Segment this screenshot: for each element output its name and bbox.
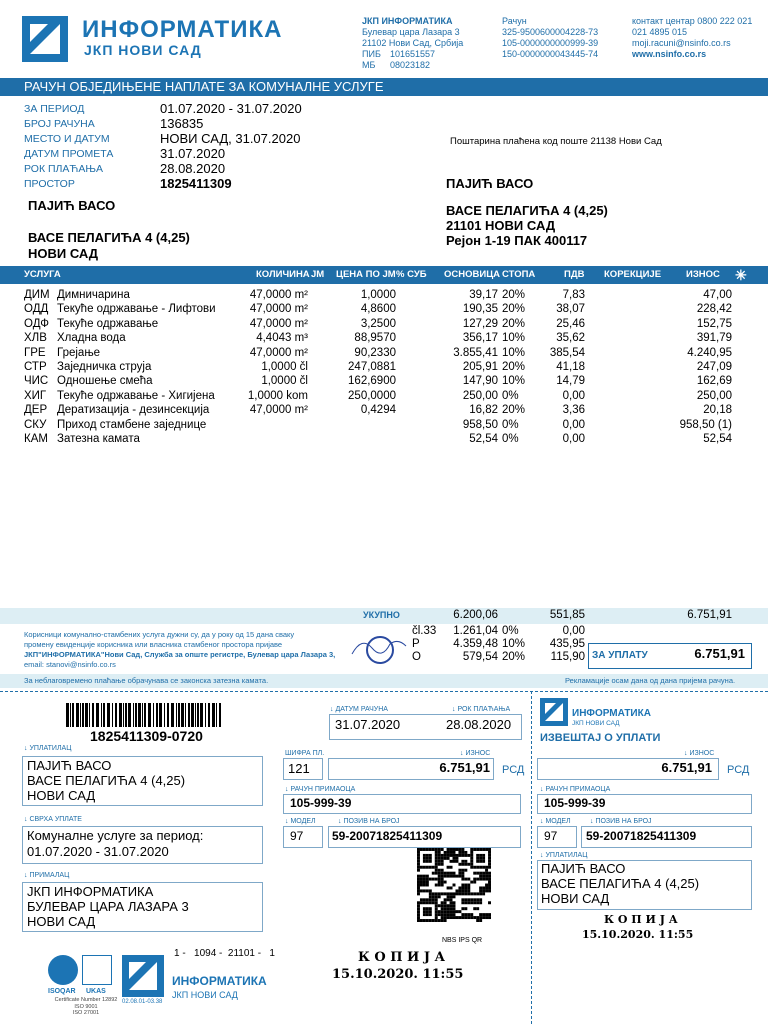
base-amount: 39,17 bbox=[469, 289, 498, 301]
mb-value: 08023182 bbox=[390, 60, 431, 70]
base-amount: 356,17 bbox=[462, 332, 498, 345]
report-logo bbox=[540, 698, 568, 726]
col-header-base: ОСНОВИЦА bbox=[444, 269, 500, 280]
recipient-label-text: ПРИМАЛАЦ bbox=[29, 872, 70, 879]
copy-label: К О П И Ј А bbox=[358, 950, 446, 965]
unit-price: 162,6900 bbox=[348, 375, 396, 388]
vat-rate: 10% bbox=[502, 346, 526, 359]
line-amount: 162,69 bbox=[696, 375, 732, 388]
logo-mark-icon bbox=[122, 955, 164, 997]
recipient-city: 21101 НОВИ САД bbox=[446, 218, 556, 233]
info-values bbox=[160, 101, 302, 191]
vat-amount: 38,07 bbox=[556, 303, 585, 316]
recipient-region: Рејон 1-19 ПАК 400117 bbox=[446, 233, 588, 248]
breakdown-rate: 0% bbox=[502, 625, 519, 637]
title-band bbox=[0, 78, 768, 96]
breakdown-vat: 435,95 bbox=[549, 638, 585, 650]
barcode-text: 1825411309-0720 bbox=[90, 728, 203, 744]
service-name: Грејање bbox=[57, 346, 101, 359]
unit-price: 4,8600 bbox=[360, 303, 396, 316]
contact-website[interactable]: www.nsinfo.co.rs bbox=[632, 49, 707, 59]
breakdown-rate: 10% bbox=[502, 638, 526, 650]
qr-code bbox=[417, 848, 491, 932]
pay-label: ЗА УПЛАТУ bbox=[592, 650, 648, 661]
table-row bbox=[0, 390, 768, 405]
code-value: 121 bbox=[288, 761, 310, 776]
ref-label-text: ПОЗИВ НА БРОЈ bbox=[343, 818, 400, 825]
postage-note: Поштарина плаћена код поште 21138 Нови Сад bbox=[450, 136, 662, 147]
report-model-label: ↓ МОДЕЛ bbox=[540, 818, 571, 825]
line-amount: 250,00 bbox=[696, 389, 732, 402]
base-amount: 3.855,41 bbox=[453, 346, 498, 359]
base-amount: 190,35 bbox=[462, 303, 498, 316]
report-payer-line: ПАЈИЋ ВАСО bbox=[541, 861, 626, 876]
recipient-left bbox=[28, 198, 190, 262]
vat-amount: 385,54 bbox=[549, 346, 585, 359]
table-row bbox=[0, 375, 768, 390]
report-account-value: 105-999-39 bbox=[544, 796, 606, 810]
amount-label: ↓ ИЗНОС bbox=[460, 750, 491, 757]
account-label: ↓ РАЧУН ПРИМАОЦА bbox=[285, 786, 356, 793]
report-currency: РСД bbox=[727, 764, 750, 776]
ref-label: ↓ ПОЗИВ НА БРОЈ bbox=[338, 818, 400, 825]
unit-price: 3,2500 bbox=[360, 317, 396, 330]
vat-amount: 25,46 bbox=[556, 317, 585, 330]
service-code: ОДД bbox=[24, 303, 49, 316]
amount-value: 6.751,91 bbox=[439, 760, 490, 775]
base-amount: 205,91 bbox=[462, 361, 498, 373]
service-code: КАМ bbox=[24, 433, 48, 445]
form-code: 02.08.01-03.38 bbox=[122, 999, 163, 1005]
recipient-right bbox=[446, 176, 608, 248]
accounts-label: Рачун bbox=[502, 16, 527, 26]
report-brand-name: ИНФОРМАТИКА bbox=[572, 708, 651, 719]
quantity: 47,0000 m² bbox=[249, 289, 308, 301]
currency: РСД bbox=[502, 764, 525, 776]
company-address1: Булевар цара Лазара 3 bbox=[362, 27, 460, 37]
contact-email[interactable]: moji.racuni@nsinfo.co.rs bbox=[632, 38, 731, 48]
pib-label: ПИБ bbox=[362, 49, 381, 59]
unit-price: 247,0881 bbox=[348, 361, 396, 373]
vat-amount: 0,00 bbox=[562, 433, 585, 445]
info-value: 136835 bbox=[160, 116, 204, 131]
recipient-city: НОВИ САД bbox=[28, 246, 99, 261]
vat-rate: 20% bbox=[502, 404, 526, 417]
report-payer-label: ↓ УПЛАТИЛАЦ bbox=[540, 852, 588, 859]
vat-rate: 20% bbox=[502, 303, 526, 316]
quantity: 1,0000 čl bbox=[261, 361, 308, 373]
table-row bbox=[0, 361, 768, 376]
breakdown-base: 1.261,04 bbox=[453, 625, 498, 637]
recipient-name: ПАЈИЋ ВАСО bbox=[28, 198, 116, 213]
date-value: 31.07.2020 bbox=[335, 717, 401, 732]
report-payer-lines bbox=[541, 861, 699, 906]
ref-value: 59-20071825411309 bbox=[332, 829, 443, 843]
purpose-label-text: СВРХА УПЛАТЕ bbox=[29, 816, 82, 823]
notice-text bbox=[24, 630, 335, 670]
service-name: Димничарина bbox=[57, 289, 130, 301]
recipient-line: ЈКП ИНФОРМАТИКА bbox=[27, 884, 154, 899]
brand-logo bbox=[22, 16, 68, 62]
totals-label: УКУПНО bbox=[363, 610, 400, 620]
col-header-price: ЦЕНА ПО ЈМ bbox=[336, 269, 396, 280]
footer-brand-name: ИНФОРМАТИКА bbox=[172, 974, 267, 988]
unit-price: 250,0000 bbox=[348, 389, 396, 402]
table-row bbox=[0, 303, 768, 318]
mb-label: МБ bbox=[362, 60, 376, 70]
service-code: ЧИС bbox=[24, 375, 49, 388]
vat-rate: 0% bbox=[502, 389, 519, 402]
company-block bbox=[362, 16, 492, 71]
barcode bbox=[66, 703, 222, 727]
base-amount: 52,54 bbox=[469, 433, 498, 445]
date-label: ↓ ДАТУМ РАЧУНА bbox=[330, 706, 388, 713]
vat-amount: 14,79 bbox=[556, 375, 585, 388]
purpose-label: ↓ СВРХА УПЛАТЕ bbox=[24, 816, 82, 823]
brand-name: ИНФОРМАТИКА bbox=[82, 16, 283, 43]
table-row bbox=[0, 289, 768, 304]
report-payer-line: ВАСЕ ПЕЛАГИЋА 4 (4,25) bbox=[541, 876, 700, 891]
account-label-text: РАЧУН ПРИМАОЦА bbox=[290, 786, 356, 793]
quantity: 47,0000 m² bbox=[249, 346, 308, 359]
quantity: 47,0000 m² bbox=[249, 317, 308, 330]
report-payer-label-text: УПЛАТИЛАЦ bbox=[545, 852, 588, 859]
vat-rate: 20% bbox=[502, 289, 526, 301]
cert-line: ISO 9001 bbox=[74, 1003, 98, 1010]
base-amount: 250,00 bbox=[462, 389, 498, 402]
table-row bbox=[0, 419, 768, 434]
accounts-block bbox=[502, 16, 622, 60]
col-header-unit: ЈМ bbox=[311, 269, 325, 280]
recipient-name: ПАЈИЋ ВАСО bbox=[446, 176, 534, 191]
due-value: 28.08.2020 bbox=[446, 717, 512, 732]
iso-label: ISOQAR bbox=[48, 988, 76, 995]
report-title: ИЗВЕШТАЈ О УПЛАТИ bbox=[540, 732, 661, 744]
col-header-rate: СТОПА bbox=[502, 269, 536, 280]
breakdown-code: O bbox=[412, 651, 421, 663]
line-amount: 247,09 bbox=[696, 361, 732, 373]
report-amount-label: ↓ ИЗНОС bbox=[684, 750, 715, 757]
report-amount-value: 6.751,91 bbox=[661, 760, 712, 775]
amount-label-text: ИЗНОС bbox=[465, 750, 491, 757]
breakdown-code: čl.33 bbox=[412, 625, 437, 637]
qr-caption: NBS IPS QR bbox=[442, 937, 483, 944]
service-code: ОДФ bbox=[24, 317, 49, 330]
unit-price: 88,9570 bbox=[354, 332, 396, 345]
interest-note: За неблаговремено плаћање обрачунава се законска затезна камата. bbox=[24, 676, 269, 685]
table-row bbox=[0, 347, 768, 362]
report-brand-sub: ЈКП НОВИ САД bbox=[572, 720, 620, 727]
vat-rate: 0% bbox=[502, 433, 519, 445]
notice-email: email: stanovi@nsinfo.co.rs bbox=[24, 660, 116, 669]
vat-rate: 10% bbox=[502, 375, 526, 388]
service-code: ХИГ bbox=[24, 389, 47, 402]
col-header-sub: % СУБ bbox=[396, 269, 427, 280]
model-label-text: МОДЕЛ bbox=[290, 818, 316, 825]
complaint-note: Рекламације осам дана од дана пријема рачуна. bbox=[565, 676, 736, 685]
stamp-icon bbox=[366, 636, 394, 664]
notice-line: промену евиденције корисника или власника стамбеног простора пријаве bbox=[24, 640, 283, 649]
service-code: СТР bbox=[24, 361, 47, 373]
footer-logo bbox=[122, 955, 164, 997]
service-name: Дератизација - дезинсекција bbox=[57, 404, 210, 417]
service-code: ДИМ bbox=[24, 289, 50, 301]
account-line: 105-0000000000999-39 bbox=[502, 38, 599, 48]
breakdown-vat: 115,90 bbox=[550, 651, 585, 663]
line-amount: 52,54 bbox=[703, 433, 732, 445]
line-amount: 152,75 bbox=[696, 317, 732, 330]
notice-line: ЈКП"ИНФОРМАТИКА"Нови Сад, Служба за опште регистре, Булевар цара Лазара 3, bbox=[24, 650, 336, 659]
service-name: Заједничка струја bbox=[57, 361, 152, 373]
info-label: БРОЈ РАЧУНА bbox=[24, 118, 95, 130]
col-header-service: УСЛУГА bbox=[24, 269, 61, 280]
service-name: Хладна вода bbox=[57, 332, 126, 345]
service-code: СКУ bbox=[24, 418, 47, 431]
col-header-vat: ПДВ bbox=[564, 269, 585, 280]
report-payer-line: НОВИ САД bbox=[541, 891, 610, 906]
totals-amount: 6.751,91 bbox=[687, 609, 732, 621]
line-amount: 228,42 bbox=[696, 303, 732, 316]
purpose-lines bbox=[27, 828, 203, 860]
pib-value: 101651557 bbox=[390, 49, 436, 59]
ukas-label: UKAS bbox=[86, 988, 106, 995]
vat-rate: 20% bbox=[502, 361, 526, 373]
totals-base: 6.200,06 bbox=[453, 609, 498, 621]
vat-amount: 0,00 bbox=[562, 389, 585, 402]
recipient-lines bbox=[27, 884, 189, 929]
breakdown-vat: 0,00 bbox=[562, 625, 585, 637]
service-name: Текуће одржавање bbox=[57, 317, 159, 330]
info-label: РОК ПЛАЋАЊА bbox=[24, 163, 103, 175]
report-account-label-text: РАЧУН ПРИМАОЦА bbox=[545, 786, 611, 793]
table-header bbox=[0, 266, 768, 284]
tear-line bbox=[0, 691, 768, 692]
report-copy-label: К О П И Ј А bbox=[604, 913, 678, 926]
cert-line: Certificate Number 12892 bbox=[54, 997, 118, 1003]
account-line: 150-0000000043445-74 bbox=[502, 49, 599, 59]
report-ref-value: 59-20071825411309 bbox=[586, 829, 697, 843]
payer-label: ↓ УПЛАТИЛАЦ bbox=[24, 745, 72, 752]
model-value: 97 bbox=[290, 829, 304, 843]
vat-rate: 0% bbox=[502, 418, 519, 431]
report-copy-date: 15.10.2020. 11:55 bbox=[582, 928, 694, 941]
info-value: 1825411309 bbox=[160, 176, 232, 191]
asterisk-icon: ✳ bbox=[735, 267, 747, 283]
account-line: 325-9500600004228-73 bbox=[502, 27, 599, 37]
totals-vat: 551,85 bbox=[549, 609, 585, 621]
contact-phone: контакт центар 0800 222 021 bbox=[632, 16, 753, 26]
due-label-text: РОК ПЛАЋАЊА bbox=[457, 706, 511, 713]
due-label: ↓ РОК ПЛАЋАЊА bbox=[452, 706, 511, 713]
model-label: ↓ МОДЕЛ bbox=[285, 818, 316, 825]
quantity: 1,0000 čl bbox=[261, 375, 308, 388]
breakdown-base: 4.359,48 bbox=[453, 638, 498, 650]
line-amount: 20,18 bbox=[703, 404, 732, 417]
col-header-corr: КОРЕКЦИЈЕ bbox=[604, 269, 662, 280]
line-amount: 391,79 bbox=[696, 332, 732, 345]
payer-line: ВАСЕ ПЕЛАГИЋА 4 (4,25) bbox=[27, 773, 186, 788]
vat-rate: 10% bbox=[502, 332, 526, 345]
table-row bbox=[0, 404, 768, 419]
info-value: 01.07.2020 - 31.07.2020 bbox=[160, 101, 302, 116]
service-name: Текуће одржавање - Хигијена bbox=[57, 389, 215, 402]
payer-label-text: УПЛАТИЛАЦ bbox=[29, 745, 72, 752]
recipient-line: БУЛЕВАР ЦАРА ЛАЗАРА 3 bbox=[27, 899, 189, 914]
logo-mark-icon bbox=[540, 698, 568, 726]
info-label: ДАТУМ ПРОМЕТА bbox=[24, 148, 114, 160]
recipient-address: ВАСЕ ПЕЛАГИЋА 4 (4,25) bbox=[28, 230, 190, 245]
info-label: ЗА ПЕРИОД bbox=[24, 103, 85, 115]
brand-sub: ЈКП НОВИ САД bbox=[84, 42, 202, 58]
report-ref-label-text: ПОЗИВ НА БРОЈ bbox=[595, 818, 652, 825]
copy-date: 15.10.2020. 11:55 bbox=[332, 967, 464, 982]
vat-amount: 35,62 bbox=[556, 332, 585, 345]
info-label: МЕСТО И ДАТУМ bbox=[24, 133, 110, 145]
payer-lines bbox=[27, 758, 185, 803]
report-model-label-text: МОДЕЛ bbox=[545, 818, 571, 825]
cert-line: ISO 27001 bbox=[72, 1010, 100, 1016]
table-row bbox=[0, 332, 768, 347]
service-name: Затезна камата bbox=[57, 433, 140, 445]
unit-price: 1,0000 bbox=[360, 289, 396, 301]
serial-number: 1 - 1094 - 21101 - 1 bbox=[174, 948, 275, 959]
unit-price: 0,4294 bbox=[360, 404, 396, 417]
info-labels bbox=[24, 102, 113, 192]
ukas-logo bbox=[82, 955, 112, 985]
quantity: 4,4043 m³ bbox=[256, 332, 308, 345]
vat-amount: 0,00 bbox=[562, 418, 585, 431]
info-value: НОВИ САД, 31.07.2020 bbox=[160, 131, 301, 146]
info-label: ПРОСТОР bbox=[24, 178, 75, 190]
payer-line: ПАЈИЋ ВАСО bbox=[27, 758, 112, 773]
vat-amount: 41,18 bbox=[556, 361, 585, 373]
account-value: 105-999-39 bbox=[290, 796, 352, 810]
base-amount: 958,50 bbox=[462, 418, 498, 431]
vat-amount: 7,83 bbox=[562, 289, 585, 301]
base-amount: 147,90 bbox=[462, 375, 498, 388]
quantity: 47,0000 m² bbox=[249, 404, 308, 417]
company-name: ЈКП ИНФОРМАТИКА bbox=[362, 16, 453, 26]
recipient-label: ↓ ПРИМАЛАЦ bbox=[24, 872, 70, 879]
base-amount: 127,29 bbox=[462, 317, 498, 330]
footer-brand-sub: ЈКП НОВИ САД bbox=[172, 990, 238, 1000]
info-value: 31.07.2020 bbox=[160, 146, 226, 161]
col-header-amount: ИЗНОС bbox=[686, 269, 720, 280]
report-ref-label: ↓ ПОЗИВ НА БРОЈ bbox=[590, 818, 652, 825]
quantity: 47,0000 m² bbox=[249, 303, 308, 316]
logo-mark-icon bbox=[22, 16, 68, 62]
pay-amount: 6.751,91 bbox=[694, 646, 745, 661]
contact-block bbox=[632, 16, 766, 60]
service-code: ХЛВ bbox=[24, 332, 47, 345]
table-row bbox=[0, 433, 768, 448]
vertical-tear-line bbox=[531, 691, 532, 1024]
recipient-line: НОВИ САД bbox=[27, 914, 96, 929]
service-name: Приход стамбене заједнице bbox=[57, 418, 207, 431]
quantity: 1,0000 kom bbox=[247, 389, 308, 402]
service-code: ДЕР bbox=[24, 404, 48, 417]
col-header-qty: КОЛИЧИНА bbox=[256, 269, 310, 280]
notice-line: Корисници комунално-стамбених услуга дужни су, да у року од 15 дана сваку bbox=[24, 630, 295, 639]
table-row bbox=[0, 318, 768, 333]
info-value: 28.08.2020 bbox=[160, 161, 226, 176]
service-name: Текуће одржавање - Лифтови bbox=[57, 303, 216, 316]
breakdown-base: 579,54 bbox=[462, 651, 498, 663]
report-amount-label-text: ИЗНОС bbox=[689, 750, 715, 757]
report-model-value: 97 bbox=[544, 829, 558, 843]
vat-amount: 3,36 bbox=[562, 404, 585, 417]
date-label-text: ДАТУМ РАЧУНА bbox=[335, 706, 388, 713]
line-amount: 47,00 bbox=[703, 289, 732, 301]
base-amount: 16,82 bbox=[469, 404, 498, 417]
service-name: Одношење смећа bbox=[57, 375, 153, 388]
unit-price: 90,2330 bbox=[354, 346, 396, 359]
iso-logo bbox=[48, 955, 78, 985]
code-label: ШИФРА ПЛ. bbox=[285, 750, 325, 757]
line-amount: 958,50 (1) bbox=[679, 418, 732, 431]
contact-phone2: 021 4895 015 bbox=[632, 27, 688, 37]
service-code: ГРЕ bbox=[24, 346, 46, 359]
breakdown-rate: 20% bbox=[502, 651, 526, 663]
recipient-address: ВАСЕ ПЕЛАГИЋА 4 (4,25) bbox=[446, 203, 608, 218]
company-address2: 21102 Нови Сад, Србија bbox=[362, 38, 464, 48]
document-title: РАЧУН ОБЈЕДИЊЕНЕ НАПЛАТЕ ЗА КОМУНАЛНЕ УСЛУГЕ bbox=[24, 79, 384, 94]
vat-rate: 20% bbox=[502, 317, 526, 330]
purpose-line: 01.07.2020 - 31.07.2020 bbox=[27, 844, 169, 859]
payer-line: НОВИ САД bbox=[27, 788, 96, 803]
cert-lines bbox=[46, 997, 126, 1017]
report-account-label: ↓ РАЧУН ПРИМАОЦА bbox=[540, 786, 611, 793]
line-amount: 4.240,95 bbox=[687, 346, 732, 359]
purpose-line: Комуналне услуге за период: bbox=[27, 828, 204, 843]
breakdown-code: P bbox=[412, 638, 420, 650]
